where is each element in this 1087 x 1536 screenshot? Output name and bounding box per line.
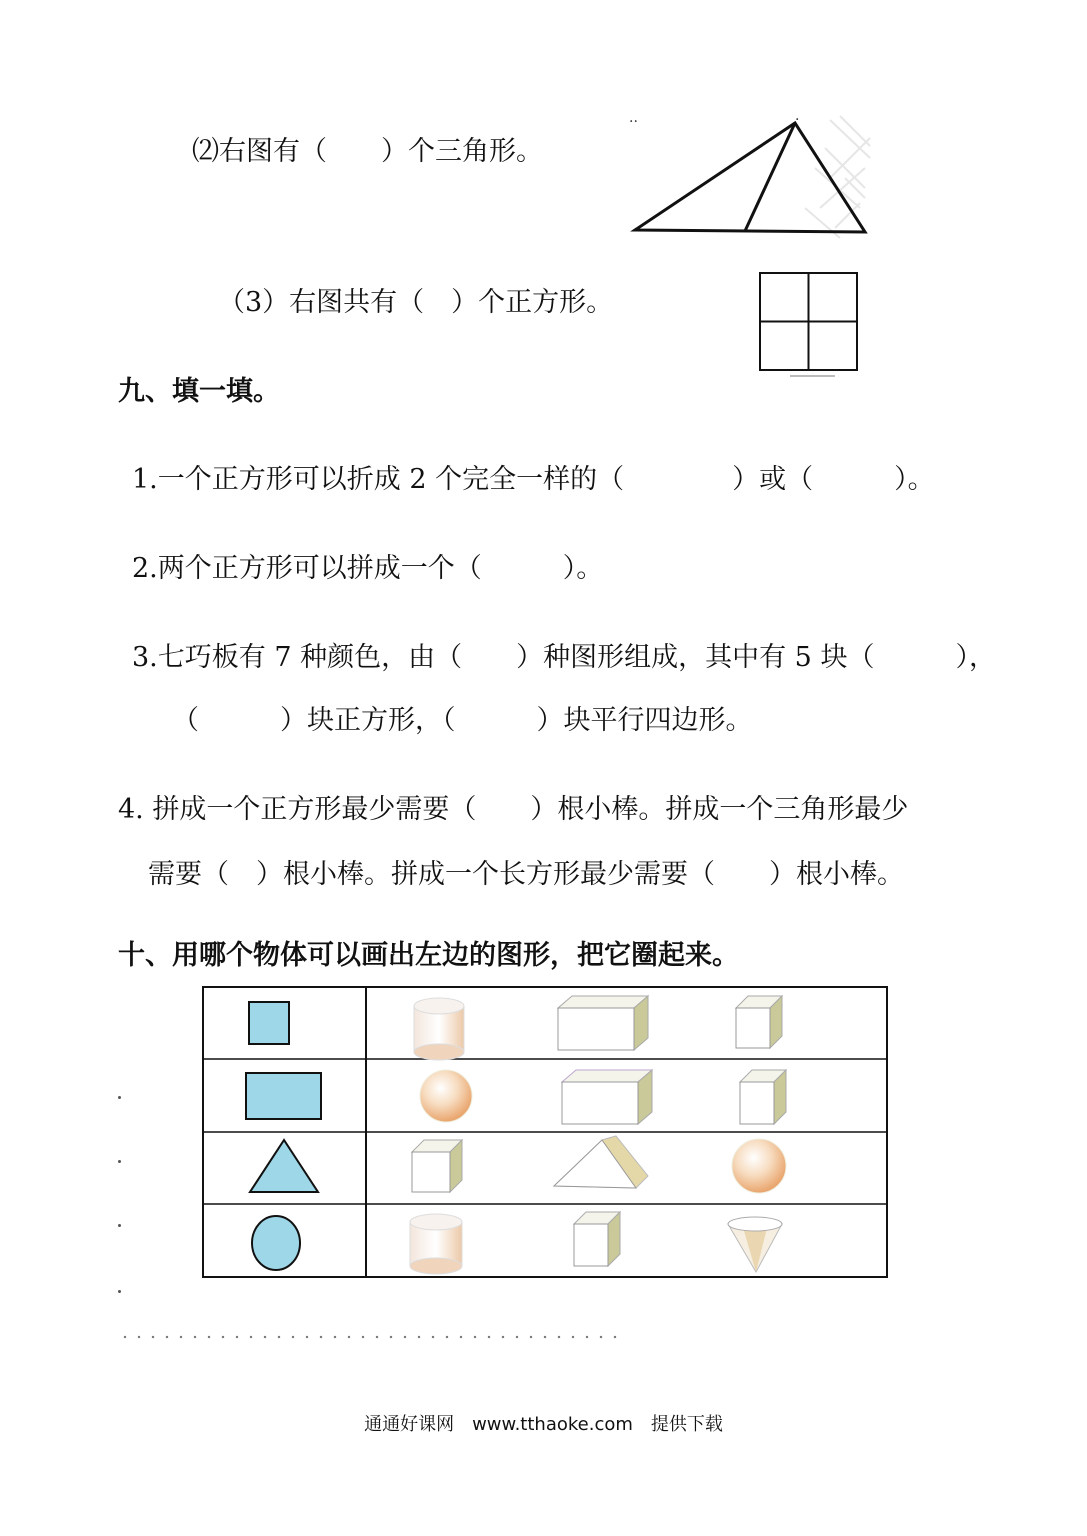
margin-dot bbox=[118, 1160, 121, 1163]
cube-icon bbox=[412, 1140, 462, 1192]
triangle-icon bbox=[250, 1140, 318, 1192]
cuboid-icon bbox=[562, 1070, 652, 1124]
svg-text:..: .. bbox=[629, 110, 638, 126]
q8-item-2: ⑵右图有（ ）个三角形。 bbox=[192, 136, 543, 167]
cylinder-icon bbox=[410, 1214, 462, 1274]
margin-dot bbox=[118, 1224, 121, 1227]
square-grid-figure bbox=[755, 268, 863, 380]
q8-item-3: （3）右图共有（ ）个正方形。 bbox=[218, 287, 614, 318]
svg-text:.: . bbox=[795, 108, 800, 124]
sphere-icon bbox=[732, 1139, 786, 1193]
section-9-item-4: 4. 拼成一个正方形最少需要（ ）根小棒。拼成一个三角形最少 bbox=[118, 794, 909, 825]
section-9-item-2: 2.两个正方形可以拼成一个（ ）。 bbox=[132, 553, 604, 584]
shape-object-table bbox=[202, 986, 888, 1278]
circle-icon bbox=[252, 1216, 300, 1270]
section-9-item-3-cont: （ ）块正方形，（ ）块平行四边形。 bbox=[172, 705, 753, 736]
cone-icon bbox=[728, 1217, 782, 1272]
section-10-heading: 十、用哪个物体可以画出左边的图形，把它圈起来。 bbox=[118, 940, 739, 971]
rectangle-icon bbox=[246, 1073, 321, 1119]
section-9-item-3: 3.七巧板有 7 种颜色，由（ ）种图形组成，其中有 5 块（ ）， bbox=[132, 642, 996, 673]
square-icon bbox=[249, 1002, 289, 1044]
dotted-line bbox=[118, 1335, 618, 1339]
cylinder-icon bbox=[414, 998, 464, 1060]
triangle-figure bbox=[625, 108, 875, 240]
sphere-icon bbox=[420, 1070, 472, 1122]
cuboid-icon bbox=[558, 996, 648, 1050]
margin-dot bbox=[118, 1096, 121, 1099]
cube-icon bbox=[574, 1212, 620, 1266]
section-9-item-1: 1.一个正方形可以折成 2 个完全一样的（ ）或（ ）。 bbox=[132, 464, 935, 495]
page-footer: 通通好课网 www.tthaoke.com 提供下载 bbox=[364, 1414, 723, 1435]
cube-icon bbox=[740, 1070, 786, 1124]
section-9-item-4-cont: 需要（ ）根小棒。拼成一个长方形最少需要（ ）根小棒。 bbox=[148, 859, 904, 890]
margin-dot bbox=[118, 1290, 121, 1293]
triangular-prism-icon bbox=[554, 1136, 648, 1188]
cube-icon bbox=[736, 996, 782, 1048]
section-9-heading: 九、填一填。 bbox=[118, 376, 280, 407]
